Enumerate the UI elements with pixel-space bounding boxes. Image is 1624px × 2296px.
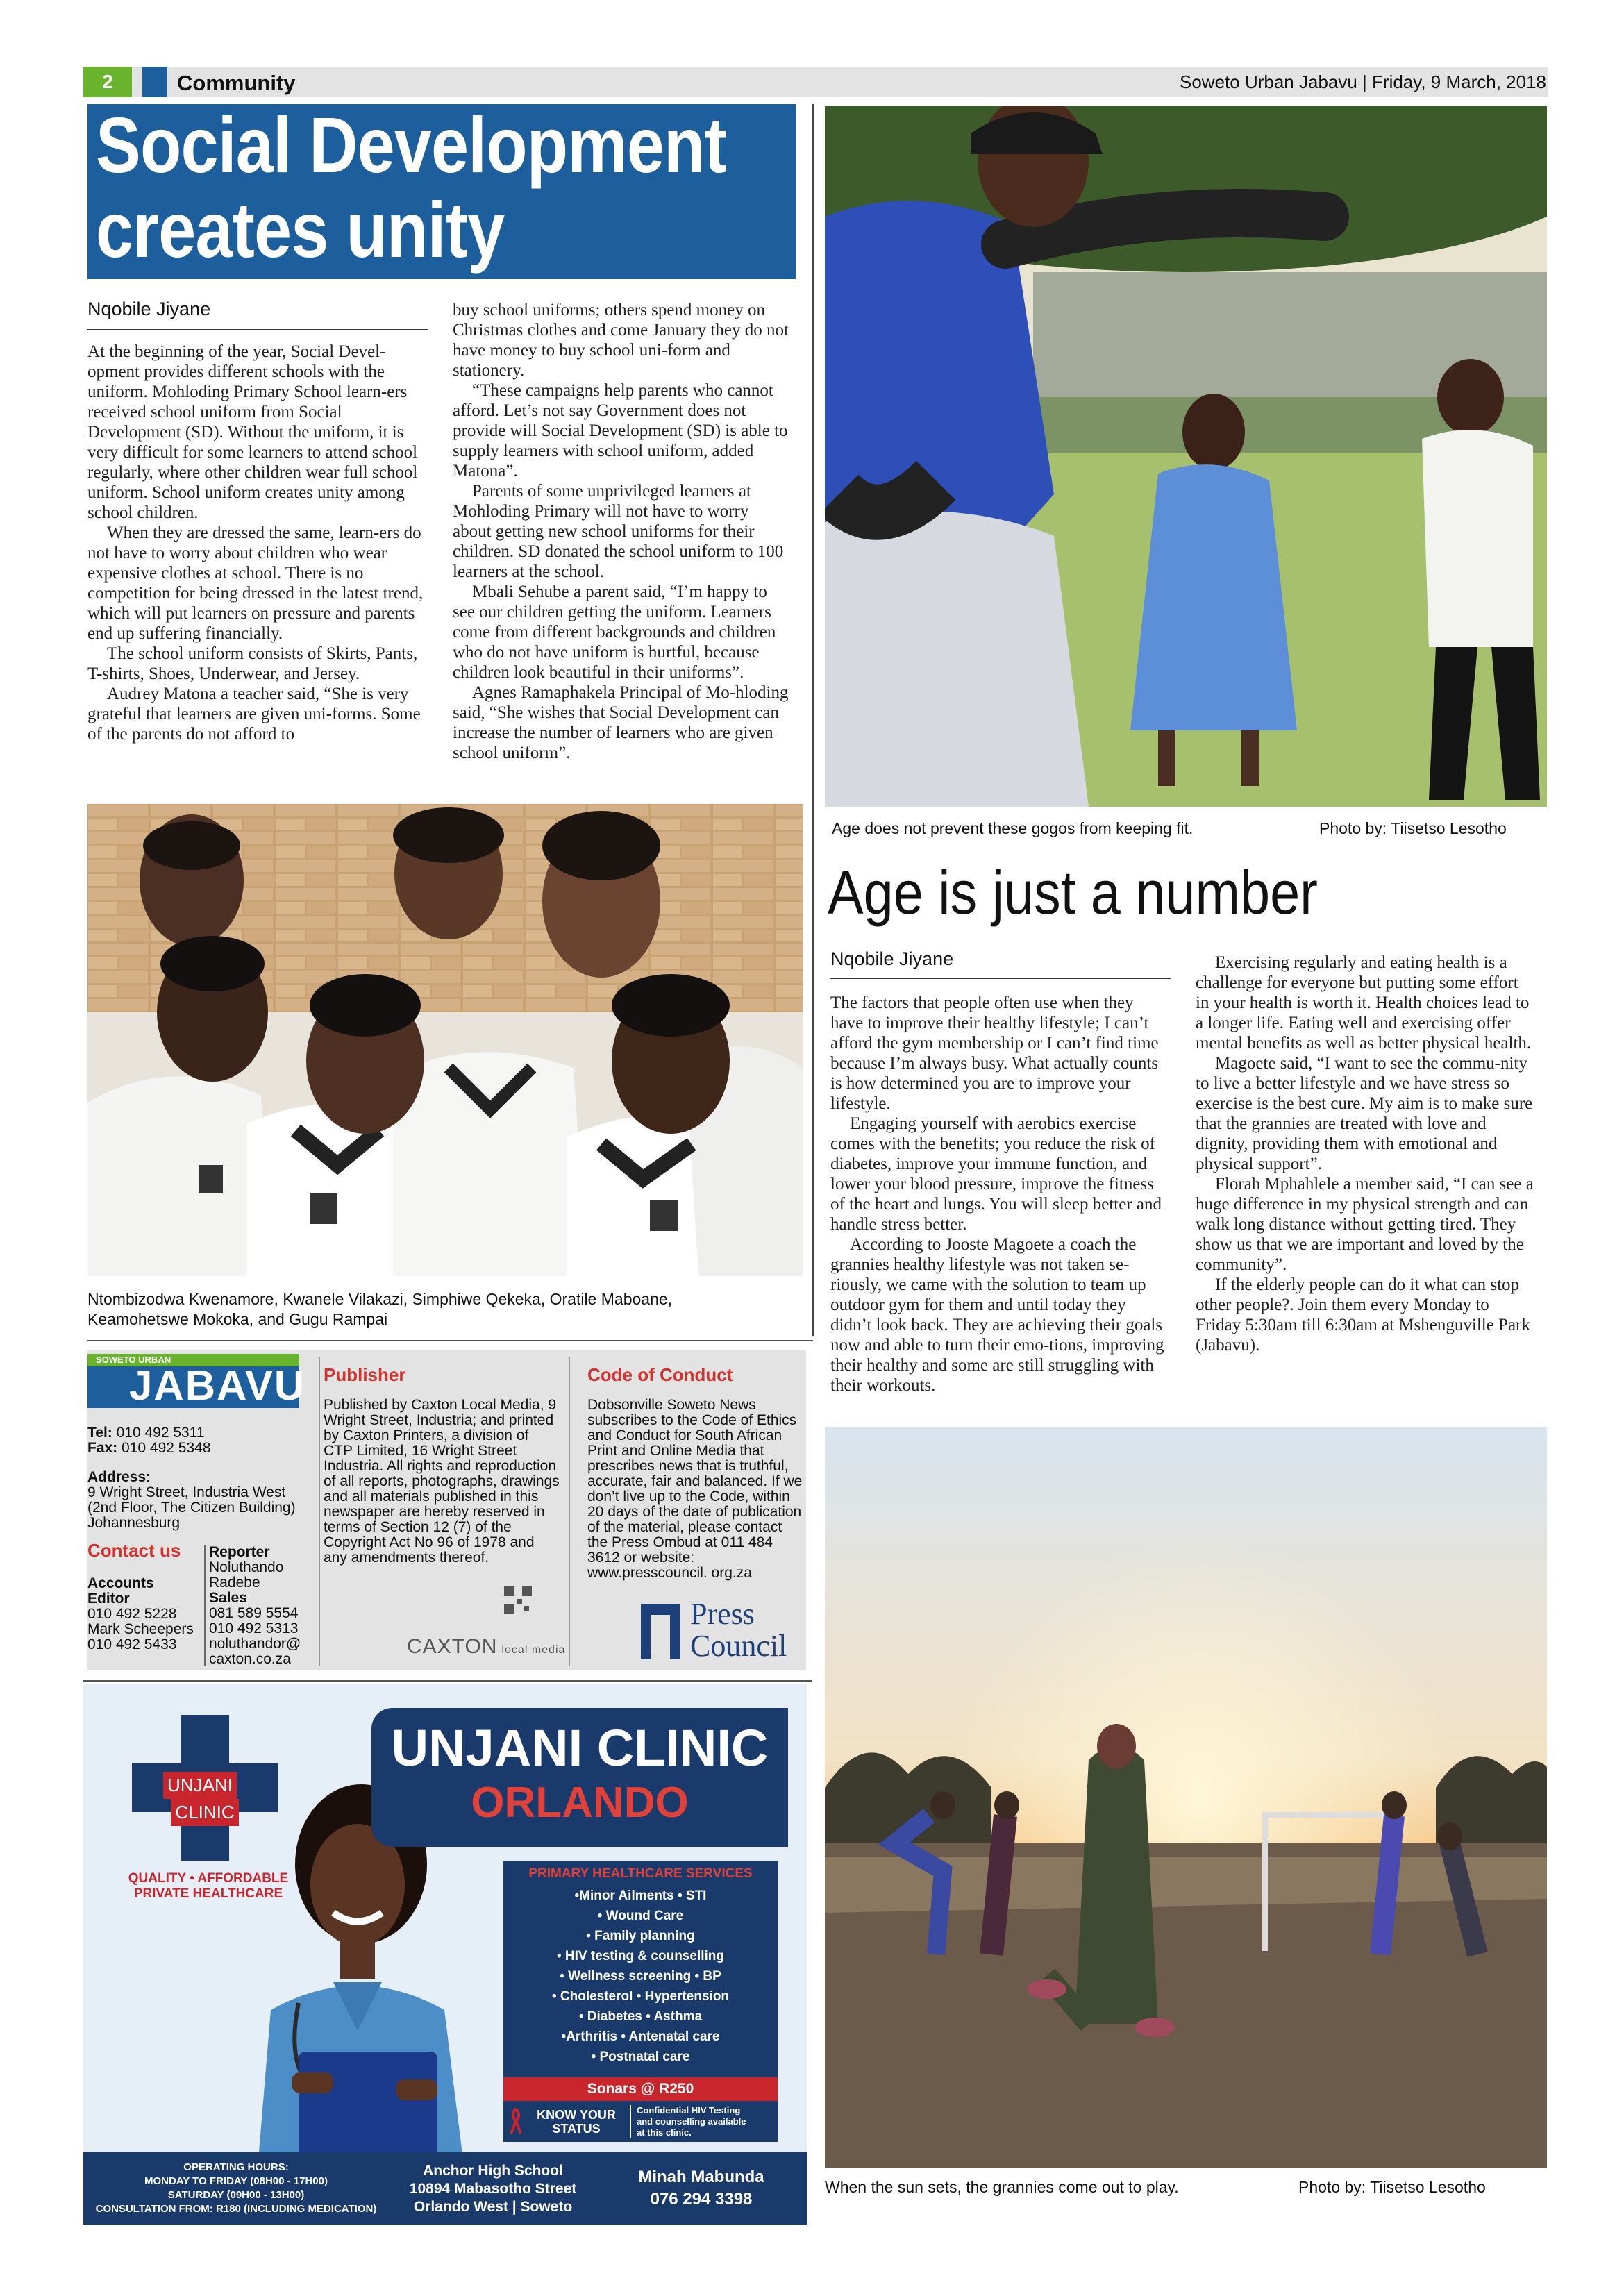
service-item: • HIV testing & counselling xyxy=(556,1949,724,1963)
press-council-logo xyxy=(638,1597,805,1666)
fax-number: 010 492 5348 xyxy=(122,1440,211,1456)
school-children-photo xyxy=(87,804,803,1276)
paragraph: Exercising regularly and eating health is a challenge for everyone but putting some effort in your health is worth it. Health choices lead to a longer life. Eating well and exercising offer mental benefits as well as better physical health. xyxy=(1196,953,1532,1053)
service-item: • Cholesterol • Hypertension xyxy=(551,1989,730,2004)
caption-line: Ntombizodwa Kwenamore, Kwanele Vilakazi, Simphiwe Qekeka, Oratile Maboane, xyxy=(87,1290,673,1308)
contact-details xyxy=(87,1425,296,1531)
page-number: 2 xyxy=(83,67,132,97)
services-list xyxy=(503,1886,778,2067)
headline: Age is just a number xyxy=(828,858,1318,927)
paragraph: Magoete said, “I want to see the commu-nity to live a better lifestyle and we have stress so exercise is the best cure. My aim is to make sure that the grannies are treated with love and dignity, providing them with emotional and physical support”. xyxy=(1196,1054,1533,1173)
caxton-logo xyxy=(407,1635,565,1659)
byline: Nqobile Jiyane xyxy=(87,299,211,319)
sales-details: 081 589 5554 010 492 5313 noluthandor@ caxton.co.za xyxy=(209,1605,301,1667)
paragraph: When they are dressed the same, learn-ers do not have to worry about children who wear expensive clothes at school. There is no competition for being dressed in the latest trend, which will put learners on pressure and parents end up suffering financially. xyxy=(87,523,424,643)
hiv-line: and counselling available xyxy=(637,2116,746,2127)
fax-label: Fax: xyxy=(87,1440,118,1456)
section-title: Community xyxy=(177,71,296,95)
info-divider xyxy=(569,1357,570,1666)
tel-label: Tel: xyxy=(87,1425,112,1441)
contact-name: Minah Mabunda xyxy=(638,2168,764,2186)
photo-caption xyxy=(87,1289,810,1330)
hours-line: MONDAY TO FRIDAY (08H00 - 17H00) xyxy=(144,2175,328,2187)
status-divider xyxy=(630,2105,631,2138)
paragraph: Audrey Matona a teacher said, “She is very grateful that learners are given uni-forms. Some of the parents do not afford to xyxy=(87,685,421,744)
address-label: Address: xyxy=(87,1469,151,1485)
byline-rule xyxy=(830,978,1171,979)
jabavu-logo xyxy=(87,1354,306,1409)
caxton-name: CAXTON xyxy=(407,1635,498,1658)
paragraph: Florah Mphahlele a member said, “I can see a huge difference in my physical strength and can walk long distance without getting tired. They show us that we are important and loved by the community”. xyxy=(1196,1175,1534,1274)
column-divider xyxy=(812,104,814,1336)
status-line: STATUS xyxy=(552,2122,601,2136)
section-divider xyxy=(83,1680,812,1682)
accounts-editor xyxy=(87,1576,204,1652)
paragraph: If the elderly people can do it what can stop other people?. Join them every Monday to Friday 5:30am till 6:30am at Mshenguville Park (Jabavu). xyxy=(1196,1275,1530,1355)
caxton-sub: local media xyxy=(501,1644,566,1656)
qr-code-icon xyxy=(504,1586,532,1614)
tagline-line: PRIVATE HEALTHCARE xyxy=(133,1886,283,1901)
accounts-label: Accounts xyxy=(87,1575,154,1591)
section-divider xyxy=(87,1340,813,1341)
paragraph: Engaging yourself with aerobics exercise comes with the benefits; you reduce the risk of diabetes, improve your immune function, and lower your blood pressure, improve the fitness of the heart and lungs. You will sleep better and handle stress better. xyxy=(830,1114,1162,1234)
reporter-label: Reporter xyxy=(209,1544,270,1560)
paragraph: At the beginning of the year, Social Devel-opment provides different schools with the uniform. Mohloding Primary School learn-ers received school uniform from Social Development (SD). Without the uniform, it is very difficult for some learners to attend school regularly, where other children wear full school uniform. School uniform creates unity among school children. xyxy=(87,342,418,522)
article-column xyxy=(453,300,789,763)
logo-right-text: CLINIC xyxy=(171,1799,238,1826)
section-marker xyxy=(142,67,167,97)
editor-label: Editor xyxy=(87,1591,130,1607)
paragraph: The school uniform consists of Skirts, Pants, T-shirts, Shoes, Underwear, and Jersey. xyxy=(87,644,418,683)
hours-title: OPERATING HOURS: xyxy=(183,2161,289,2173)
info-divider xyxy=(319,1357,320,1666)
logo-left-text: UNJANI xyxy=(163,1772,237,1799)
hiv-line: Confidential HIV Testing xyxy=(637,2105,741,2115)
ad-footer xyxy=(83,2152,807,2225)
tel-number: 010 492 5311 xyxy=(116,1425,205,1441)
service-item: •Minor Ailments • STI xyxy=(574,1888,707,1903)
paragraph: “These campaigns help parents who cannot afford. Let’s not say Government does not provide will Social Development (SD) is able to supply learners with school uniform, added Matona”. xyxy=(453,381,788,480)
council-line: Council xyxy=(690,1629,787,1663)
sonars-price: Sonars @ R250 xyxy=(503,2077,778,2101)
paragraph: The factors that people often use when they have to improve their healthy lifestyle; I can’t afford the gym membership or I can’t find time because I’m always busy. What actually counts is how determined you are to improve your lifestyle. xyxy=(830,994,1159,1113)
editor-details: 010 492 5228 Mark Scheepers 010 492 5433 xyxy=(87,1606,194,1652)
publisher-title: Publisher xyxy=(324,1364,406,1385)
contact-title: Contact us xyxy=(87,1540,181,1561)
photo-caption: Age does not prevent these gogos from keeping fit. xyxy=(832,819,1194,837)
tagline-line: QUALITY • AFFORDABLE xyxy=(128,1871,289,1886)
clinic-address xyxy=(389,2162,597,2216)
hours-line: SATURDAY (09H00 - 13H00) xyxy=(167,2189,305,2201)
paragraph: Agnes Ramaphakela Principal of Mo-hloding said, “She wishes that Social Development can increase the number of learners who are given school uniform”. xyxy=(453,683,789,762)
logo-name: JABAVU xyxy=(129,1362,306,1409)
address: 9 Wright Street, Industria West (2nd Floor, The Citizen Building) Johannesburg xyxy=(87,1484,296,1531)
article-column xyxy=(1196,953,1536,1355)
know-your-status xyxy=(524,2108,628,2136)
code-title: Code of Conduct xyxy=(587,1364,733,1385)
ribbon-icon xyxy=(509,2107,523,2135)
publisher-text: Published by Caxton Local Media, 9 Wright Street, Industria; and printed by Caxton Printers, a division of CTP Limited, 16 Wright Street Industria. All rights and reproduction of all reports, photographs, drawings and all materials published in this newspaper are hereby reserved in terms of Section 12 (7) of the Copyright Act No 96 of 1978 and any amendments thereof. xyxy=(324,1397,560,1566)
byline: Nqobile Jiyane xyxy=(830,948,954,969)
paragraph: According to Jooste Magoete a coach the grannies healthy lifestyle was not taken se-riously, we came with the solution to team up outdoor gym for them and until today they didn’t look back. They are achieving their goals now and able to turn their emo-tions, improving their healthy and some are still struggling with their workouts. xyxy=(830,1235,1164,1395)
address-line: 10894 Mabasotho Street xyxy=(409,2181,577,2197)
paragraph: Parents of some unprivileged learners at Mohloding Primary will not have to worry about getting new school uniforms for their children. SD donated the school uniform to 100 learners at the school. xyxy=(453,482,784,581)
address-line: Anchor High School xyxy=(423,2163,563,2179)
logo-tagline: SOWETO URBAN xyxy=(96,1355,171,1365)
masthead-info-box xyxy=(87,1350,806,1670)
service-item: • Family planning xyxy=(586,1929,695,1943)
headline xyxy=(96,103,801,272)
press-council-text xyxy=(690,1598,787,1662)
caption-line: Keamohetswe Mokoka, and Gugu Rampai xyxy=(87,1310,388,1328)
article-column xyxy=(830,993,1169,1396)
sunset-exercise-photo xyxy=(825,1427,1547,2168)
reporter-sales xyxy=(209,1545,313,1667)
press-council-icon xyxy=(638,1597,687,1663)
hours-line: CONSULTATION FROM: R180 (INCLUDING MEDICATION) xyxy=(95,2203,377,2215)
hiv-testing-note xyxy=(637,2105,776,2138)
service-item: •Arthritis • Antenatal care xyxy=(561,2029,720,2044)
know-line: KNOW YOUR xyxy=(537,2108,616,2122)
photo-caption: When the sun sets, the grannies come out to play. xyxy=(825,2178,1179,2196)
reporter-name: Noluthando Radebe xyxy=(209,1559,284,1591)
photo-credit: Photo by: Tiisetso Lesotho xyxy=(1319,819,1507,837)
ad-title-banner xyxy=(371,1708,788,1847)
address-line: Orlando West | Soweto xyxy=(413,2199,573,2215)
clinic-contact xyxy=(611,2166,792,2211)
service-item: • Postnatal care xyxy=(591,2050,690,2064)
services-title: PRIMARY HEALTHCARE SERVICES xyxy=(528,1866,753,1881)
sales-label: Sales xyxy=(209,1590,247,1606)
photo-credit: Photo by: Tiisetso Lesotho xyxy=(1298,2178,1486,2196)
ad-subtitle: ORLANDO xyxy=(471,1779,689,1827)
contact-divider xyxy=(204,1545,206,1666)
code-text: Dobsonville Soweto News subscribes to the Code of Ethics and Conduct for South African Print and Online Media that prescribes news that is truthful, accurate, fair and balanced. If we don’t live up to the Code, within 20 days of the date of publication of the material, please contact the Press Ombud at 011 484 3612 or website: www.presscouncil. org.za xyxy=(587,1397,803,1581)
press-line: Press xyxy=(690,1597,755,1631)
service-item: • Diabetes • Asthma xyxy=(578,2009,703,2024)
byline-rule xyxy=(87,329,428,330)
headline-line: Social Development xyxy=(96,101,727,189)
gogos-exercise-photo xyxy=(825,106,1547,807)
hiv-line: at this clinic. xyxy=(637,2127,692,2138)
paragraph: buy school uniforms; others spend money on Christmas clothes and come January they do not have money to buy school uni-form and stationery. xyxy=(453,301,789,380)
services-box xyxy=(503,1861,778,2142)
service-item: • Wound Care xyxy=(597,1909,684,1923)
headline-line: creates unity xyxy=(96,186,505,274)
unjani-clinic-ad xyxy=(83,1684,807,2225)
dateline: Soweto Urban Jabavu | Friday, 9 March, 2018 xyxy=(1180,72,1546,92)
contact-phone: 076 294 3398 xyxy=(650,2190,753,2209)
ad-title: UNJANI CLINIC xyxy=(391,1719,769,1777)
operating-hours xyxy=(83,2161,389,2216)
service-item: • Wellness screening • BP xyxy=(560,1969,721,1984)
article-column xyxy=(87,342,424,744)
paragraph: Mbali Sehube a parent said, “I’m happy to see our children getting the uniform. Learners come from different backgrounds and children who do not have uniform is hurtful, because children look beautiful in their uniforms”. xyxy=(453,583,776,682)
